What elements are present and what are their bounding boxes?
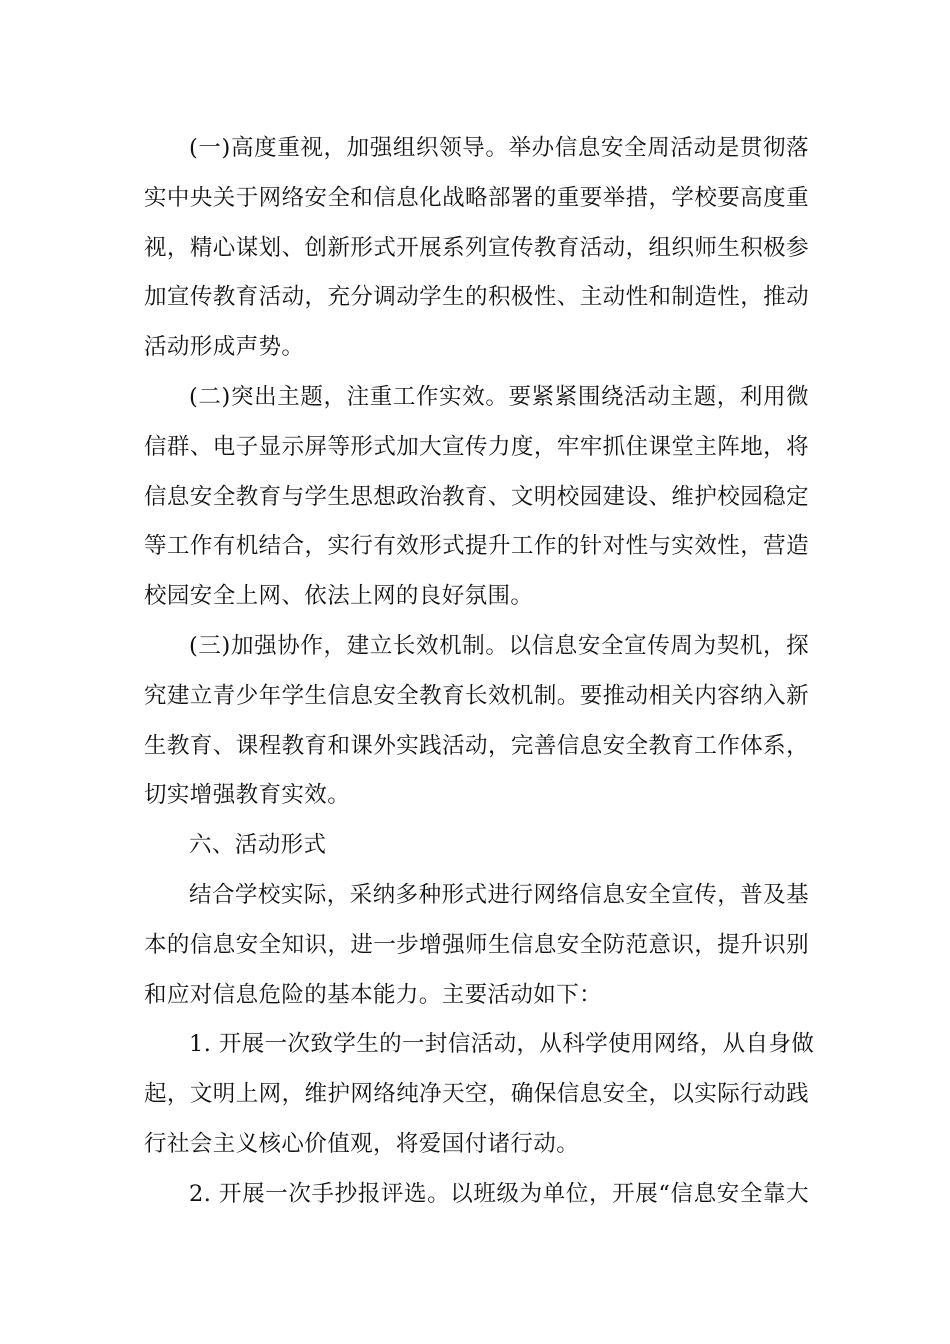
paragraph-3-line-2: 究建立青少年学生信息安全教育长效机制。要推动相关内容纳入新: [144, 682, 809, 709]
list-item-1-line-1: 1. 开展一次致学生的一封信活动，从科学使用网络，从自身做: [189, 1031, 815, 1058]
list-item-1-line-3: 行社会主义核心价值观，将爱国付诸行动。: [144, 1130, 580, 1157]
paragraph-2-line-4: 等工作有机结合，实行有效形式提升工作的针对性与实效性，营造: [144, 533, 809, 560]
paragraph-1-line-1: (一)高度重视，加强组织领导。举办信息安全周活动是贯彻落: [189, 135, 809, 161]
paragraph-4-line-1: 结合学校实际，采纳多种形式进行网络信息安全宣传，普及基: [189, 881, 809, 908]
document-body: [144, 124, 815, 1220]
paragraph-4-line-2: 本的信息安全知识，进一步增强师生信息安全防范意识，提升识别: [144, 931, 809, 958]
paragraph-3-line-4: 切实增强教育实效。: [144, 782, 351, 809]
paragraph-1-line-5: 活动形成声势。: [144, 334, 305, 361]
paragraph-3-line-1: (三)加强协作，建立长效机制。以信息安全宣传周为契机，探: [189, 632, 809, 659]
paragraph-1-line-3: 视，精心谋划、创新形式开展系列宣传教育活动，组织师生积极参: [144, 234, 809, 261]
list-item-1-line-2: 起，文明上网，维护网络纯净天空，确保信息安全，以实际行动践: [144, 1081, 809, 1108]
paragraph-4-line-3: 和应对信息危险的基本能力。主要活动如下：: [144, 981, 603, 1008]
paragraph-1-line-4: 加宣传教育活动，充分调动学生的积极性、主动性和制造性，推动: [144, 284, 809, 311]
paragraph-2-line-3: 信息安全教育与学生思想政治教育、文明校园建设、维护校园稳定: [144, 483, 809, 510]
paragraph-3-line-3: 生教育、课程教育和课外实践活动，完善信息安全教育工作体系，: [144, 732, 809, 759]
paragraph-2-line-2: 信群、电子显示屏等形式加大宣传力度，牢牢抓住课堂主阵地，将: [144, 433, 809, 460]
paragraph-2-line-5: 校园安全上网、依法上网的良好氛围。: [144, 583, 534, 610]
paragraph-2-line-1: (二)突出主题，注重工作实效。要紧紧围绕活动主题，利用微: [189, 383, 809, 410]
section-heading-activity-forms: 六、活动形式: [189, 832, 327, 859]
paragraph-1-line-2: 实中央关于网络安全和信息化战略部署的重要举措，学校要高度重: [144, 184, 809, 211]
list-item-2-line-1: 2. 开展一次手抄报评选。以班级为单位，开展“信息安全靠大: [189, 1180, 809, 1207]
